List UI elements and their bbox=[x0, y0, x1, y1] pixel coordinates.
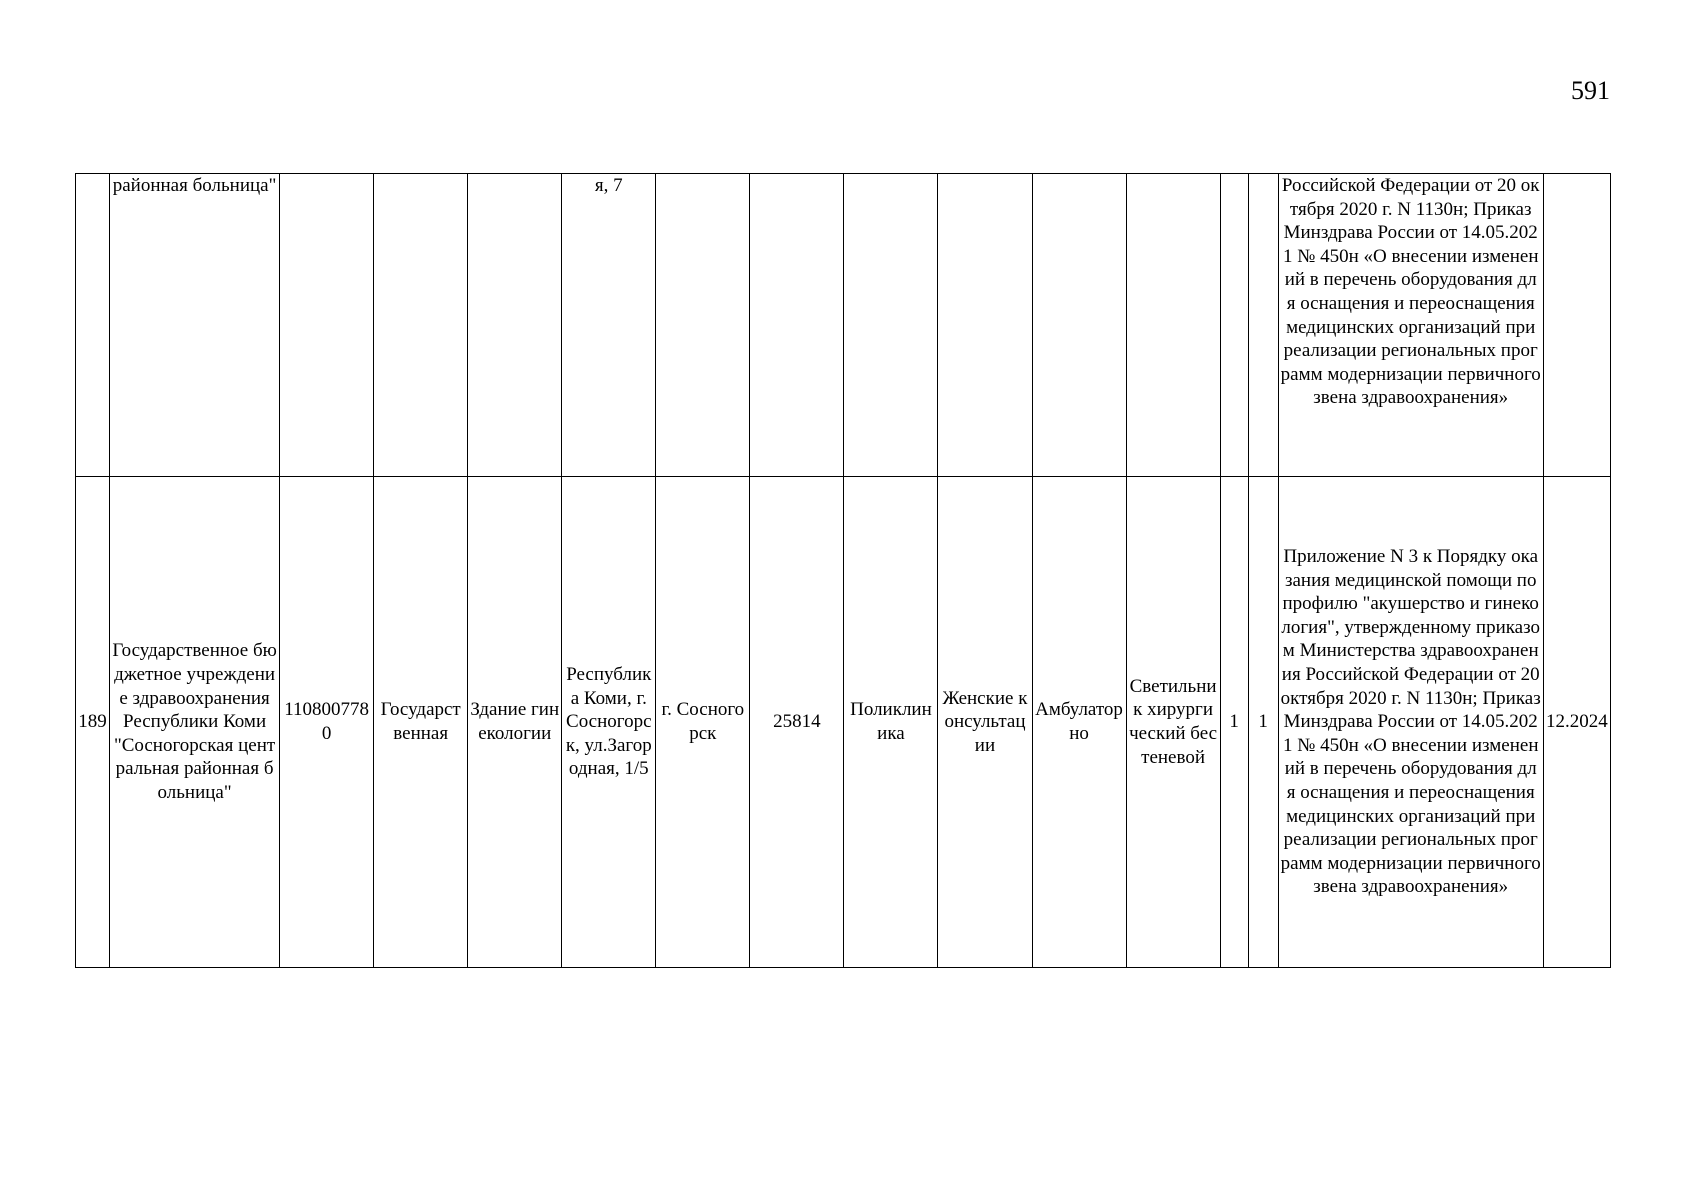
date-cell bbox=[1543, 174, 1610, 477]
locality-cell bbox=[656, 174, 750, 477]
date-cell: 12.2024 bbox=[1543, 477, 1610, 968]
quantity-a-cell: 1 bbox=[1220, 477, 1248, 968]
building-cell: Здание гинекологии bbox=[468, 477, 562, 968]
building-cell bbox=[468, 174, 562, 477]
legal-basis-cell: Приложение N 3 к Порядку оказания медицинской помощи по профилю "акушерство и гинекология", утвержденному приказом Министерства здравоохранения Российской Федерации от 20 октября 2020 г. N 1130н; Приказ Минздрава России от 14.05.2021 № 450н «О внесении изменений в перечень оборудования для оснащения и переоснащения медицинских организаций при реализации региональных программ модернизации первичного звена здравоохранения» bbox=[1278, 477, 1543, 968]
code-cell bbox=[750, 174, 844, 477]
inn-cell: 1108007780 bbox=[280, 477, 374, 968]
quantity-b-cell: 1 bbox=[1248, 477, 1278, 968]
ownership-cell bbox=[374, 174, 468, 477]
table-row bbox=[76, 477, 1611, 968]
locality-cell: г. Сосногорск bbox=[656, 477, 750, 968]
address-cell: я, 7 bbox=[562, 174, 656, 477]
row-number-cell bbox=[76, 174, 110, 477]
inn-cell bbox=[280, 174, 374, 477]
organization-cell: районная больница" bbox=[110, 174, 280, 477]
quantity-a-cell bbox=[1220, 174, 1248, 477]
page-number: 591 bbox=[1571, 76, 1610, 105]
equipment-cell: Светильник хирургический бестеневой bbox=[1126, 477, 1220, 968]
legal-basis-cell: Российской Федерации от 20 октября 2020 г. N 1130н; Приказ Минздрава России от 14.05.2021 № 450н «О внесении изменений в перечень оборудования для оснащения и переоснащения медицинских организаций при реализации региональных программ модернизации первичного звена здравоохранения» bbox=[1278, 174, 1543, 477]
department-cell: Женские консультации bbox=[938, 477, 1032, 968]
unit-type-cell: Поликлиника bbox=[844, 477, 938, 968]
care-type-cell: Амбулаторно bbox=[1032, 477, 1126, 968]
quantity-b-cell bbox=[1248, 174, 1278, 477]
code-cell: 25814 bbox=[750, 477, 844, 968]
address-cell: Республика Коми, г. Сосногорск, ул.Загородная, 1/5 bbox=[562, 477, 656, 968]
table-row bbox=[76, 174, 1611, 477]
row-number-cell: 189 bbox=[76, 477, 110, 968]
department-cell bbox=[938, 174, 1032, 477]
organization-cell: Государственное бюджетное учреждение здравоохранения Республики Коми "Сосногорская центральная районная больница" bbox=[110, 477, 280, 968]
care-type-cell bbox=[1032, 174, 1126, 477]
ownership-cell: Государственная bbox=[374, 477, 468, 968]
equipment-table bbox=[75, 173, 1611, 968]
equipment-cell bbox=[1126, 174, 1220, 477]
unit-type-cell bbox=[844, 174, 938, 477]
